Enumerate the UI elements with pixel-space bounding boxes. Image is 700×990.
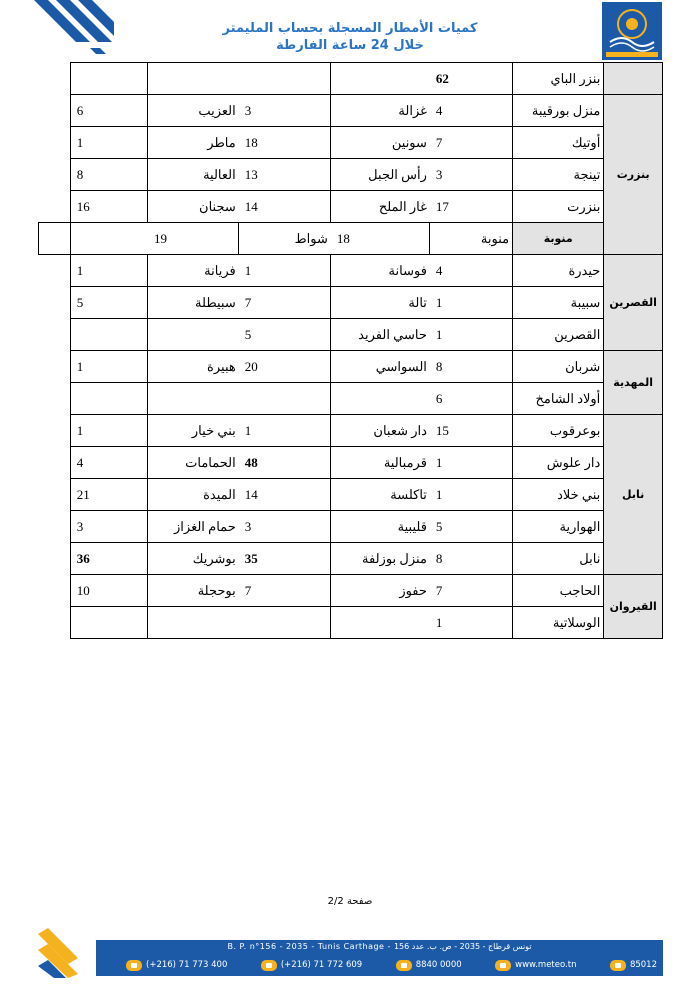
rainfall-value	[70, 319, 148, 351]
rainfall-value: 1	[70, 127, 148, 159]
rainfall-value	[70, 607, 148, 639]
governorate-cell: بنزرت	[604, 95, 663, 255]
station-name: حمام الغزاز	[148, 511, 239, 543]
table-row	[39, 415, 663, 447]
station-name: العالية	[148, 159, 239, 191]
contact-item	[126, 960, 227, 971]
governorate-cell: القيروان	[604, 575, 663, 639]
station-name: شواط	[239, 223, 331, 255]
station-name: سبيبة	[513, 287, 604, 319]
table-row	[39, 575, 663, 607]
rainfall-value: 4	[430, 255, 513, 287]
station-name: فريانة	[148, 255, 239, 287]
table-row	[39, 191, 663, 223]
station-name: ماطر	[148, 127, 239, 159]
contact-text: (+216) 71 772 609	[280, 960, 363, 970]
station-name: دار علوش	[513, 447, 604, 479]
rainfall-value	[39, 223, 71, 255]
station-name: حيدرة	[513, 255, 604, 287]
station-name: قرمبالية	[331, 447, 430, 479]
station-name: الحمامات	[148, 447, 239, 479]
rainfall-value: 6	[430, 383, 513, 415]
rainfall-value	[239, 607, 331, 639]
rainfall-value: 5	[239, 319, 331, 351]
station-name: أولاد الشامخ	[513, 383, 604, 415]
rainfall-value: 1	[430, 607, 513, 639]
rainfall-value: 5	[430, 511, 513, 543]
table-row	[39, 543, 663, 575]
rainfall-value	[70, 383, 148, 415]
info-line-icon	[396, 960, 412, 971]
rainfall-value: 1	[239, 415, 331, 447]
contact-text: www.meteo.tn	[515, 960, 577, 970]
rainfall-value: 1	[430, 287, 513, 319]
station-name: بوشريك	[148, 543, 239, 575]
decorative-stripes-icon	[34, 0, 114, 62]
fax-icon	[261, 960, 277, 971]
station-name	[331, 607, 430, 639]
title-line-1: كميات الأمطار المسجلة بحساب المليمتر	[222, 21, 478, 36]
station-name: غار الملح	[331, 191, 430, 223]
station-name: بوعرقوب	[513, 415, 604, 447]
phone-icon	[126, 960, 142, 971]
rainfall-value: 20	[239, 351, 331, 383]
contact-item	[261, 960, 362, 971]
rainfall-value: 16	[70, 191, 148, 223]
page-footer	[38, 928, 663, 978]
table-row	[39, 383, 663, 415]
rainfall-table	[38, 62, 663, 639]
rainfall-value: 1	[430, 319, 513, 351]
table-row	[39, 95, 663, 127]
station-name: سبيطلة	[148, 287, 239, 319]
station-name: بني خلاد	[513, 479, 604, 511]
rainfall-value: 7	[430, 127, 513, 159]
station-name	[148, 63, 239, 95]
rainfall-value: 7	[430, 575, 513, 607]
station-name: قليبية	[331, 511, 430, 543]
rainfall-value: 13	[239, 159, 331, 191]
station-name: نابل	[513, 543, 604, 575]
table-row	[39, 319, 663, 351]
rainfall-value: 1	[70, 255, 148, 287]
rainfall-value: 1	[430, 479, 513, 511]
rainfall-value: 10	[70, 575, 148, 607]
contact-item	[495, 960, 576, 971]
station-name: حفوز	[331, 575, 430, 607]
rainfall-value: 7	[239, 287, 331, 319]
table-row	[39, 447, 663, 479]
sms-icon	[610, 960, 626, 971]
station-name: الهوارية	[513, 511, 604, 543]
contact-text: (+216) 71 773 400	[146, 960, 228, 970]
station-name: سجنان	[148, 191, 239, 223]
table-row	[39, 479, 663, 511]
station-name: بني خيار	[148, 415, 239, 447]
station-name: منوبة	[430, 223, 513, 255]
rainfall-value: 48	[239, 447, 331, 479]
station-name: غزالة	[331, 95, 430, 127]
contact-item	[610, 960, 657, 971]
table-row	[39, 255, 663, 287]
station-name: تينجة	[513, 159, 604, 191]
document-title	[150, 20, 550, 54]
station-name: أوتيك	[513, 127, 604, 159]
governorate-cell	[604, 63, 663, 95]
page-header	[0, 0, 700, 62]
table-row	[39, 287, 663, 319]
page-number: صفحة 2/2	[327, 896, 373, 907]
rainfall-value: 1	[239, 255, 331, 287]
rainfall-value: 3	[239, 511, 331, 543]
rainfall-value: 3	[70, 511, 148, 543]
table-row	[39, 223, 663, 255]
governorate-cell: منوبة	[513, 223, 604, 255]
station-name: بنزرت	[513, 191, 604, 223]
rainfall-value: 17	[430, 191, 513, 223]
station-name: العزيب	[148, 95, 239, 127]
station-name: منزل بورقيبة	[513, 95, 604, 127]
rainfall-value: 3	[430, 159, 513, 191]
rainfall-value: 35	[239, 543, 331, 575]
station-name	[148, 319, 239, 351]
rainfall-value: 14	[239, 479, 331, 511]
station-name	[331, 63, 430, 95]
rainfall-value: 1	[70, 351, 148, 383]
station-name: السواسي	[331, 351, 430, 383]
rainfall-value: 62	[430, 63, 513, 95]
station-name	[331, 383, 430, 415]
table-row	[39, 351, 663, 383]
rainfall-value: 8	[430, 543, 513, 575]
rainfall-value: 21	[70, 479, 148, 511]
table-row	[39, 159, 663, 191]
rainfall-value: 8	[70, 159, 148, 191]
rainfall-value: 6	[70, 95, 148, 127]
rainfall-value: 5	[70, 287, 148, 319]
station-name	[148, 607, 239, 639]
web-icon	[495, 960, 511, 971]
station-name: تاكلسة	[331, 479, 430, 511]
rainfall-value: 8	[430, 351, 513, 383]
contact-item	[396, 960, 462, 971]
station-name: دار شعبان	[331, 415, 430, 447]
contact-list	[126, 958, 657, 972]
station-name: القصرين	[513, 319, 604, 351]
station-name: فوسانة	[331, 255, 430, 287]
footer-address: B. P. n°156 - 2035 - Tunis Carthage - تونس قرطاج - 2035 - ص. ب. عدد 156	[227, 942, 532, 951]
station-name: الوسلاتية	[513, 607, 604, 639]
table-row	[39, 511, 663, 543]
station-name: الميدة	[148, 479, 239, 511]
station-name: حاسي الفريد	[331, 319, 430, 351]
rainfall-value: 1	[70, 415, 148, 447]
station-name: رأس الجبل	[331, 159, 430, 191]
institute-logo-icon	[602, 2, 662, 60]
rainfall-value	[239, 63, 331, 95]
station-name	[148, 383, 239, 415]
station-name: بوحجلة	[148, 575, 239, 607]
rainfall-value	[70, 63, 148, 95]
station-name: الحاجب	[513, 575, 604, 607]
station-name: بنزر الباي	[513, 63, 604, 95]
governorate-cell: المهدية	[604, 351, 663, 415]
station-name: شربان	[513, 351, 604, 383]
governorate-cell: القصرين	[604, 255, 663, 351]
rainfall-value: 18	[239, 127, 331, 159]
table-row	[39, 607, 663, 639]
rainfall-value: 36	[70, 543, 148, 575]
rainfall-value: 7	[239, 575, 331, 607]
title-line-2: خلال 24 ساعة الفارطة	[276, 38, 424, 53]
station-name: هبيرة	[148, 351, 239, 383]
governorate-cell: نابل	[604, 415, 663, 575]
rainfall-value: 4	[70, 447, 148, 479]
station-name	[70, 223, 148, 255]
footer-bar	[96, 940, 663, 976]
rainfall-value: 4	[430, 95, 513, 127]
station-name: تالة	[331, 287, 430, 319]
station-name: سونين	[331, 127, 430, 159]
rainfall-value: 1	[430, 447, 513, 479]
rainfall-value: 15	[430, 415, 513, 447]
rainfall-value: 19	[148, 223, 239, 255]
rainfall-value	[239, 383, 331, 415]
contact-text: 85012	[629, 960, 657, 970]
table-row	[39, 63, 663, 95]
station-name: منزل بوزلفة	[331, 543, 430, 575]
table-row	[39, 127, 663, 159]
rainfall-value: 14	[239, 191, 331, 223]
rainfall-value: 3	[239, 95, 331, 127]
rainfall-value: 18	[331, 223, 430, 255]
contact-text: 8840 0000	[415, 960, 462, 970]
